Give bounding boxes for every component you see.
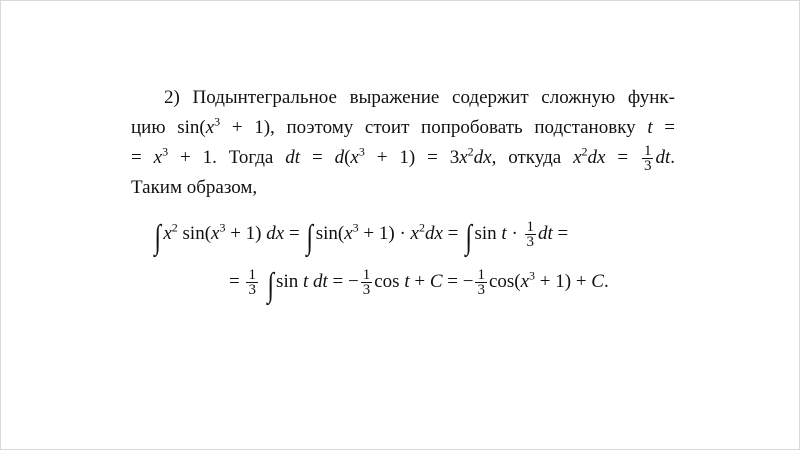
integral-sign: ∫ <box>465 218 473 256</box>
para-line-1: 2) Подынтегральное выражение содержит сложную функ- <box>164 87 675 108</box>
integral-sign: ∫ <box>306 218 314 256</box>
para-line-3: = $x^3 + 1$. Тогда dt = $d(x^3 + 1) = 3x^2dx$, откуда $x^2dx$ = $\frac{1}{3}$ dt. <box>131 143 676 175</box>
fraction-one-third: $\frac{1}{3}$ <box>643 143 652 175</box>
fraction-one-third: $\frac{1}{3}$ <box>248 267 256 298</box>
equation-line-2: = $\frac{1}{3}$ ∫ sin t dt = − $\frac{1}{3}$ cos t + C = − $\frac{1}{3}$ $\cos(x^3 + 1) + C$. <box>229 266 609 304</box>
para-line-4: Таким образом, <box>131 177 258 198</box>
fraction-one-third: $\frac{1}{3}$ <box>477 267 485 298</box>
para-line-2: цию $\sin(x^3 + 1)$, поэтому стоит попробовать подстановку t = <box>131 114 676 138</box>
equation-line-1: ∫ $x^2$ $\sin(x^3 + 1)$ dx = ∫ $\sin(x^3 + 1) \cdot x^2dx$ = ∫ sin t · $\frac{1}{3}$ dt = <box>154 218 569 256</box>
solution-paragraph <box>131 83 675 203</box>
fraction-one-third: $\frac{1}{3}$ <box>526 219 535 250</box>
integral-sign: ∫ <box>154 218 161 256</box>
fraction-one-third: $\frac{1}{3}$ <box>362 267 371 298</box>
integral-sign: ∫ <box>267 266 274 304</box>
